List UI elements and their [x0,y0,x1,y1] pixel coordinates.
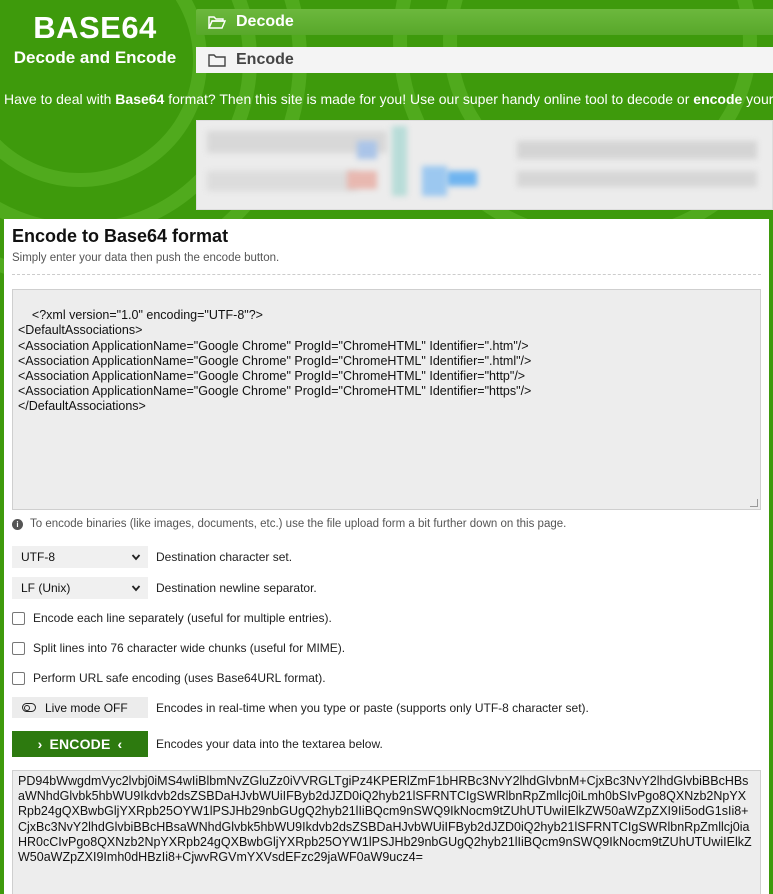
charset-select[interactable] [12,546,148,568]
nav-decode-label: Decode [236,13,294,30]
live-mode-label: Live mode OFF [45,700,128,715]
info-icon: i [12,519,23,530]
nav-encode-label: Encode [236,51,294,68]
encode-button-label: ENCODE [49,736,111,752]
live-mode-desc: Encodes in real-time when you type or paste (supports only UTF-8 character set). [156,700,589,715]
newline-value: LF (Unix) [21,581,71,595]
nav-tab-decode[interactable] [196,9,773,35]
option-url-safe[interactable] [12,671,326,685]
each-line-checkbox[interactable] [12,612,25,625]
folder-open-icon [208,14,228,30]
encode-button[interactable] [12,731,148,757]
charset-row [12,546,292,568]
folder-icon [208,52,228,68]
output-text: PD94bWwgdmVyc2lvbj0iMS4wIiBlbmNvZGluZz0iVVRGLTgiPz4KPERlZmF1bHRBc3NvY2lhdGlvbnM+CjxBc3NvY2lhdGlvbiBBcHBsaWNhdGlvbk5hbWU9Ikdvb2dsZSBDaHJvbWUiIFByb2dJZD0iQ2hyb21lSFRNTCIgSWRlbnRpZmllcj0iLmh0bSIvPgo8QXNzb2NpYXRpb24gQXBwbGljYXRpb25OYW1lPSJHb29nbGUgQ2hyb21lIiBQcm9nSWQ9IkNocm9tZUhUTUwiIElkZW50aWZpZXI9Ii5odG1sIi8+CjxBc3NvY2lhdGlvbiBBcHBsaWNhdGlvbk5hbWU9Ikdvb2dsZSBDaHJvbWUiIFByb2dJZD0iQ2hyb21lSFRNTCIgSWRlbnRpZmllcj0iaHR0cCIvPgo8QXNzb2NpYXRpb24gQXBwbGljYXRpb25OYW1lPSJHb29nbGUgQ2hyb21lIiBQcm9nSWQ9IkNocm9tZUhUTUwiIElkZW50aWZpZXI9Imh0dHBzIi8+CjwvRGVmYXVsdEFzc29jaWF0aW9ucz4= [18,774,752,865]
binary-info [12,518,566,530]
chevron-left-icon: ‹ [117,736,123,752]
each-line-label: Encode each line separately (useful for multiple entries). [33,611,332,625]
url-safe-checkbox[interactable] [12,672,25,685]
logo-subtitle: Decode and Encode [13,48,177,67]
newline-select[interactable] [12,577,148,599]
live-mode-button[interactable] [12,697,148,718]
chevron-down-icon [131,583,141,593]
charset-label: Destination character set. [156,550,293,564]
chevron-right-icon: › [37,736,43,752]
panel-subtitle: Simply enter your data then push the encode button. [12,252,280,264]
encode-desc: Encodes your data into the textarea below. [156,737,383,751]
encode-row [12,731,383,757]
input-textarea[interactable] [12,289,761,510]
option-split-lines[interactable] [12,641,345,655]
newline-label: Destination newline separator. [156,581,317,595]
nav-tab-encode[interactable] [196,47,773,73]
divider [12,274,761,275]
info-text: To encode binaries (like images, documents, etc.) use the file upload form a bit further down on this page. [30,518,567,530]
url-safe-label: Perform URL safe encoding (uses Base64URL format). [33,671,326,685]
live-mode-row [12,697,589,718]
split-lines-label: Split lines into 76 character wide chunks (useful for MIME). [33,641,346,655]
encode-panel [4,219,769,894]
option-each-line[interactable] [12,611,332,625]
charset-value: UTF-8 [21,550,55,564]
chevron-down-icon [131,552,141,562]
toggle-icon [22,703,36,712]
output-textarea[interactable] [12,770,761,894]
tagline: Have to deal with Base64 format? Then this site is made for you! Use our super handy online tool to decode or encode your [4,91,773,107]
input-text: <?xml version="1.0" encoding="UTF-8"?> <DefaultAssociations> <Association ApplicationName="Google Chrome" ProgId="ChromeHTML" Identifier=".htm"/> <Association ApplicationName="Google Chrome" ProgId="ChromeHTML" Identifier=".html"/> <Association ApplicationName="Google Chrome" ProgId="ChromeHTML" Identifier="http"/> <Association ApplicationName="Google Chrome" ProgId="ChromeHTML" Identifier="https"/> </DefaultAssociations> [18,308,532,414]
panel-title: Encode to Base64 format [12,226,229,246]
logo-title: BASE64 [33,10,157,45]
newline-row [12,577,317,599]
ad-banner[interactable] [196,120,773,210]
resize-handle[interactable] [750,499,758,507]
split-lines-checkbox[interactable] [12,642,25,655]
logo[interactable] [0,8,190,70]
